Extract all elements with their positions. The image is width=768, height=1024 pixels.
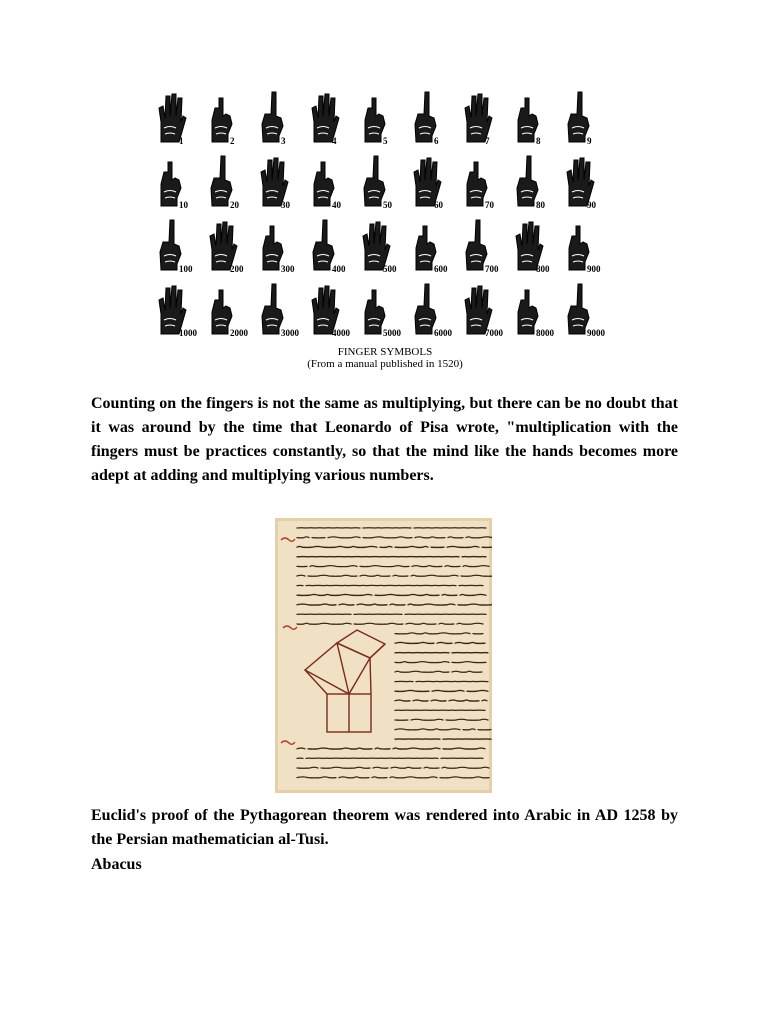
finger-symbol-500 (359, 216, 409, 278)
finger-symbol-90 (563, 152, 613, 214)
finger-symbol-4 (308, 88, 358, 150)
finger-symbol-number: 8 (536, 136, 541, 146)
finger-symbol-800 (512, 216, 562, 278)
finger-symbol-5000 (359, 280, 409, 342)
finger-symbol-number: 60 (434, 200, 443, 210)
finger-symbol-number: 700 (485, 264, 499, 274)
finger-symbol-number: 6 (434, 136, 439, 146)
figure-caption (155, 346, 615, 370)
finger-symbol-number: 90 (587, 200, 596, 210)
finger-symbol-number: 900 (587, 264, 601, 274)
finger-symbol-number: 40 (332, 200, 341, 210)
finger-symbol-30 (257, 152, 307, 214)
finger-symbol-number: 1 (179, 136, 184, 146)
finger-symbol-number: 300 (281, 264, 295, 274)
finger-symbol-10 (155, 152, 205, 214)
finger-symbol-6000 (410, 280, 460, 342)
caption-source: (From a manual published in 1520) (307, 358, 463, 370)
finger-symbol-number: 3000 (281, 328, 299, 338)
finger-symbol-number: 2 (230, 136, 235, 146)
finger-symbol-80 (512, 152, 562, 214)
finger-symbol-number: 80 (536, 200, 545, 210)
finger-symbol-3000 (257, 280, 307, 342)
finger-symbol-7000 (461, 280, 511, 342)
finger-symbol-7 (461, 88, 511, 150)
finger-symbol-number: 7 (485, 136, 490, 146)
finger-symbol-number: 10 (179, 200, 188, 210)
finger-symbol-9000 (563, 280, 613, 342)
abacus-heading: Abacus (91, 856, 142, 873)
finger-symbol-60 (410, 152, 460, 214)
finger-symbol-number: 400 (332, 264, 346, 274)
finger-symbol-40 (308, 152, 358, 214)
finger-symbol-number: 20 (230, 200, 239, 210)
finger-symbol-700 (461, 216, 511, 278)
finger-symbol-1000 (155, 280, 205, 342)
finger-symbol-50 (359, 152, 409, 214)
finger-symbol-2 (206, 88, 256, 150)
finger-symbol-3 (257, 88, 307, 150)
finger-symbol-number: 7000 (485, 328, 503, 338)
finger-symbol-2000 (206, 280, 256, 342)
finger-symbol-100 (155, 216, 205, 278)
finger-symbol-4000 (308, 280, 358, 342)
finger-symbol-number: 500 (383, 264, 397, 274)
finger-symbol-number: 9000 (587, 328, 605, 338)
finger-symbol-8 (512, 88, 562, 150)
finger-symbol-number: 5000 (383, 328, 401, 338)
finger-symbol-300 (257, 216, 307, 278)
finger-symbol-number: 1000 (179, 328, 197, 338)
finger-symbol-number: 5 (383, 136, 388, 146)
finger-symbol-number: 100 (179, 264, 193, 274)
finger-symbol-number: 200 (230, 264, 244, 274)
finger-symbol-70 (461, 152, 511, 214)
finger-symbol-5 (359, 88, 409, 150)
finger-symbol-number: 50 (383, 200, 392, 210)
finger-symbol-number: 800 (536, 264, 550, 274)
finger-symbol-number: 70 (485, 200, 494, 210)
finger-symbol-number: 30 (281, 200, 290, 210)
finger-symbol-900 (563, 216, 613, 278)
finger-symbol-200 (206, 216, 256, 278)
euclid-caption-paragraph: Euclid's proof of the Pythagorean theorem was rendered into Arabic in AD 1258 by the Persian mathematician al-Tusi. (91, 807, 678, 848)
finger-symbol-number: 9 (587, 136, 592, 146)
finger-symbol-number: 4000 (332, 328, 350, 338)
finger-symbol-20 (206, 152, 256, 214)
arabic-manuscript-image (275, 518, 492, 793)
caption-title: FINGER SYMBOLS (337, 346, 433, 358)
finger-symbol-400 (308, 216, 358, 278)
finger-symbols-figure (155, 88, 615, 378)
finger-symbol-number: 4 (332, 136, 337, 146)
finger-symbol-number: 3 (281, 136, 286, 146)
finger-symbol-number: 8000 (536, 328, 554, 338)
finger-symbol-number: 600 (434, 264, 448, 274)
finger-symbol-1 (155, 88, 205, 150)
finger-symbol-9 (563, 88, 613, 150)
finger-symbol-8000 (512, 280, 562, 342)
finger-symbol-number: 6000 (434, 328, 452, 338)
finger-symbol-600 (410, 216, 460, 278)
finger-symbol-number: 2000 (230, 328, 248, 338)
finger-symbol-6 (410, 88, 460, 150)
finger-counting-paragraph: Counting on the fingers is not the same as multiplying, but there can be no doubt that it was around by the time that Leonardo of Pisa wrote, "multiplication with the fingers must be practices constantly, so that the mind like the hands becomes more adept at adding and multiplying various numbers. (91, 395, 678, 484)
